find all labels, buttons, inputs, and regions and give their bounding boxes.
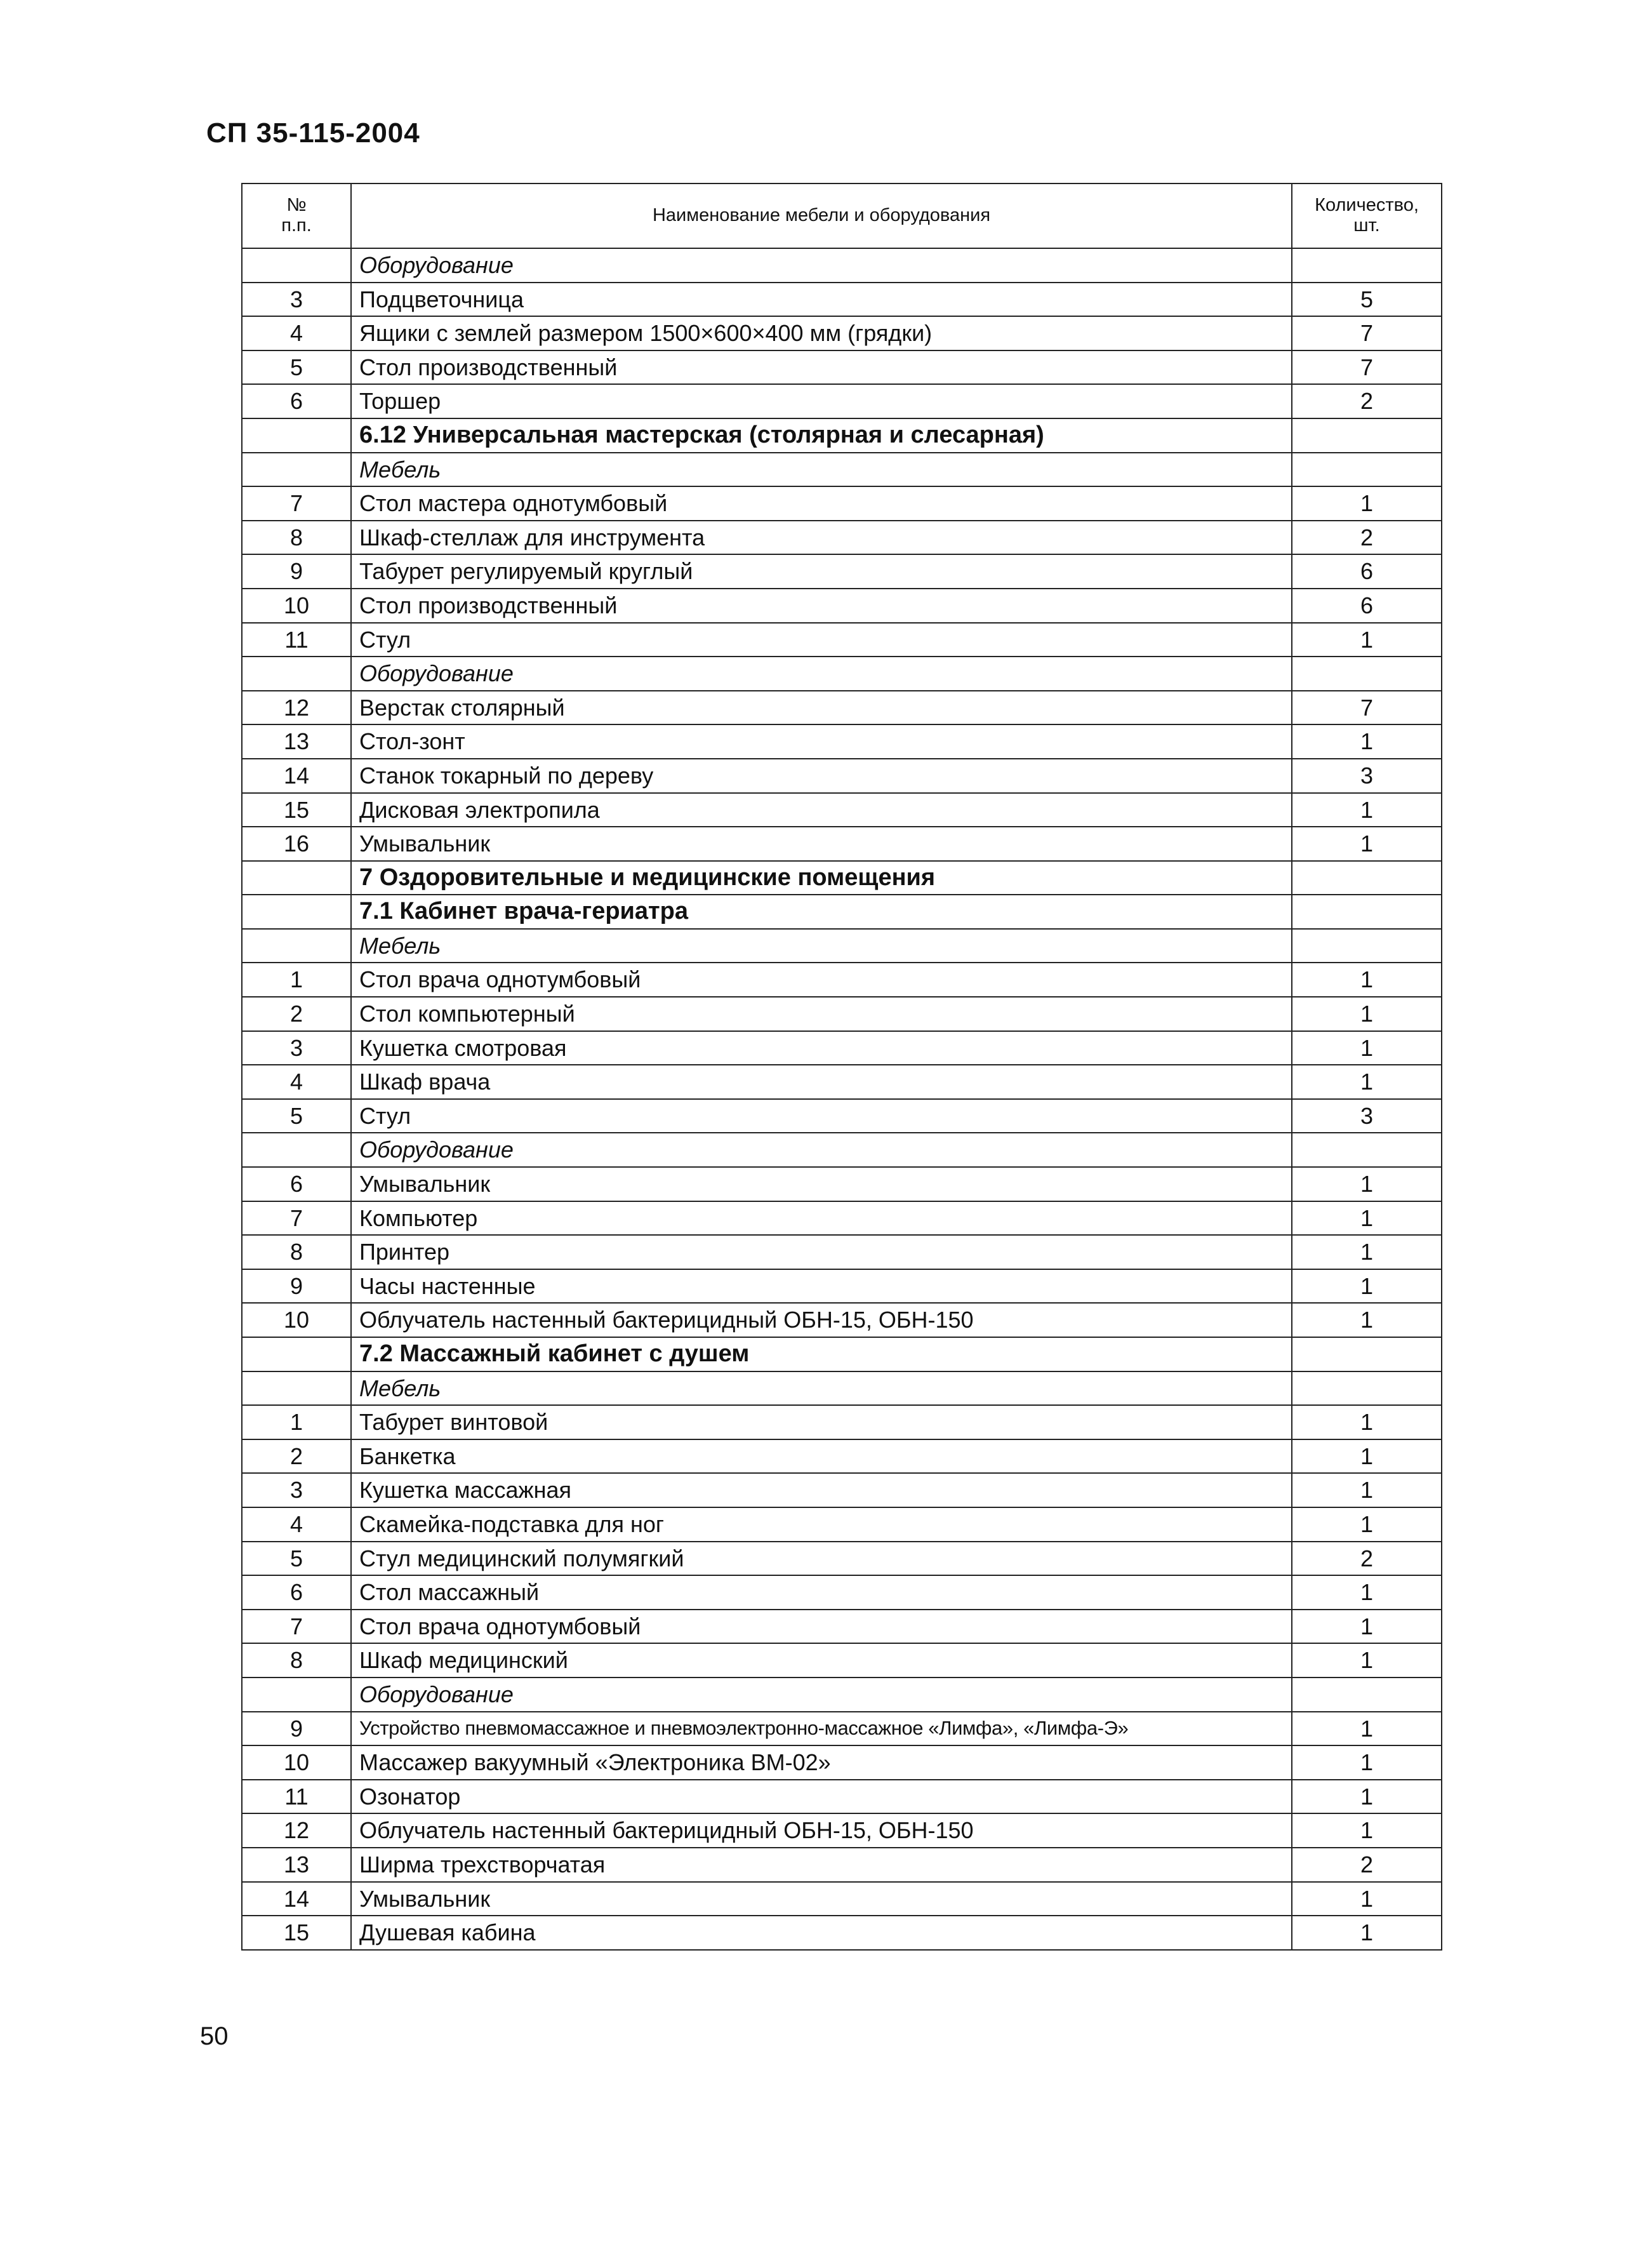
item-quantity: 1 [1292,486,1442,521]
section-title: 7 Оздоровительные и медицинские помещения [351,861,1292,895]
row-number [242,657,351,691]
item-name: Ящики с землей размером 1500×600×400 мм (грядки) [351,316,1292,350]
subsection-title: Оборудование [351,1678,1292,1712]
item-name: Озонатор [351,1780,1292,1814]
item-quantity: 1 [1292,827,1442,861]
item-quantity: 1 [1292,1575,1442,1610]
subsection-title: Мебель [351,929,1292,963]
row-number: 5 [242,1099,351,1133]
table-row [242,1439,1442,1474]
row-number: 6 [242,384,351,418]
item-name: Облучатель настенный бактерицидный ОБН-15, ОБН-150 [351,1303,1292,1337]
table-header-row [242,183,1442,248]
column-header-quantity: Количество, шт. [1292,183,1442,248]
item-name: Принтер [351,1235,1292,1269]
item-quantity [1292,861,1442,895]
section-row [242,861,1442,895]
item-quantity: 6 [1292,589,1442,623]
row-number: 14 [242,759,351,793]
row-number: 1 [242,963,351,997]
row-number: 11 [242,623,351,657]
item-name: Шкаф медицинский [351,1643,1292,1678]
item-quantity: 1 [1292,1439,1442,1474]
item-name: Стул медицинский полумягкий [351,1542,1292,1576]
table-row [242,691,1442,725]
row-number: 2 [242,997,351,1031]
item-name: Стул [351,623,1292,657]
item-quantity: 1 [1292,1882,1442,1916]
table-row [242,1916,1442,1950]
row-number: 3 [242,1031,351,1065]
item-quantity: 1 [1292,724,1442,759]
table-row [242,759,1442,793]
item-quantity: 1 [1292,1712,1442,1746]
row-number: 5 [242,350,351,385]
item-quantity: 7 [1292,350,1442,385]
table-row [242,1507,1442,1542]
row-number: 9 [242,1712,351,1746]
row-number: 8 [242,521,351,555]
row-number: 16 [242,827,351,861]
table-row [242,1882,1442,1916]
item-quantity: 1 [1292,1405,1442,1439]
table-row [242,1473,1442,1507]
table-row [242,1303,1442,1337]
table-row [242,1167,1442,1201]
table-row [242,1405,1442,1439]
item-quantity: 1 [1292,1269,1442,1304]
row-number: 12 [242,691,351,725]
item-name: Устройство пневмомассажное и пневмоэлектронно-массажное «Лимфа», «Лимфа-Э» [351,1712,1292,1746]
item-quantity: 2 [1292,521,1442,555]
row-number: 5 [242,1542,351,1576]
table-row [242,793,1442,827]
item-quantity: 1 [1292,1201,1442,1236]
item-quantity: 7 [1292,316,1442,350]
item-quantity: 1 [1292,1507,1442,1542]
subsection-title: Оборудование [351,248,1292,283]
item-name: Стол врача однотумбовый [351,1610,1292,1644]
item-name: Стол производственный [351,350,1292,385]
table-row [242,1712,1442,1746]
item-quantity [1292,1678,1442,1712]
row-number: 1 [242,1405,351,1439]
item-name: Стол врача однотумбовый [351,963,1292,997]
item-name: Табурет винтовой [351,1405,1292,1439]
section-title: 7.2 Массажный кабинет с душем [351,1337,1292,1371]
item-name: Умывальник [351,1882,1292,1916]
item-quantity: 1 [1292,1813,1442,1848]
table-row [242,1065,1442,1099]
table-row [242,1031,1442,1065]
item-name: Душевая кабина [351,1916,1292,1950]
item-name: Станок токарный по дереву [351,759,1292,793]
item-quantity: 7 [1292,691,1442,725]
item-name: Стол производственный [351,589,1292,623]
table-row [242,827,1442,861]
row-number: 12 [242,1813,351,1848]
row-number [242,418,351,453]
item-quantity: 1 [1292,623,1442,657]
subsection-row [242,929,1442,963]
item-quantity: 3 [1292,1099,1442,1133]
item-name: Умывальник [351,1167,1292,1201]
item-name: Шкаф-стеллаж для инструмента [351,521,1292,555]
row-number: 6 [242,1167,351,1201]
row-number [242,248,351,283]
item-quantity [1292,1337,1442,1371]
item-quantity: 1 [1292,793,1442,827]
table-row [242,1848,1442,1882]
item-name: Умывальник [351,827,1292,861]
row-number: 8 [242,1643,351,1678]
section-title: 7.1 Кабинет врача-гериатра [351,895,1292,929]
table-row [242,963,1442,997]
table-body [242,248,1442,1950]
table-row [242,316,1442,350]
row-number: 15 [242,793,351,827]
subsection-row [242,248,1442,283]
row-number: 7 [242,1201,351,1236]
table-row [242,283,1442,317]
item-quantity: 1 [1292,1167,1442,1201]
row-number [242,1337,351,1371]
table-row [242,1542,1442,1576]
item-name: Облучатель настенный бактерицидный ОБН-15, ОБН-150 [351,1813,1292,1848]
item-quantity: 1 [1292,1780,1442,1814]
item-quantity: 1 [1292,997,1442,1031]
item-quantity [1292,1133,1442,1167]
item-quantity [1292,248,1442,283]
table-row [242,589,1442,623]
row-number [242,1133,351,1167]
item-quantity [1292,453,1442,487]
item-name: Кушетка массажная [351,1473,1292,1507]
row-number: 6 [242,1575,351,1610]
item-quantity [1292,1371,1442,1406]
table-row [242,1201,1442,1236]
column-header-name: Наименование мебели и оборудования [351,183,1292,248]
item-name: Компьютер [351,1201,1292,1236]
table-row [242,1813,1442,1848]
item-quantity: 2 [1292,384,1442,418]
table-row [242,1575,1442,1610]
item-name: Стол компьютерный [351,997,1292,1031]
item-quantity [1292,929,1442,963]
section-title: 6.12 Универсальная мастерская (столярная и слесарная) [351,418,1292,453]
subsection-row [242,1133,1442,1167]
row-number: 4 [242,1507,351,1542]
row-number: 11 [242,1780,351,1814]
item-quantity: 1 [1292,963,1442,997]
item-name: Стул [351,1099,1292,1133]
table-row [242,1099,1442,1133]
table-row [242,350,1442,385]
row-number: 15 [242,1916,351,1950]
table-row [242,384,1442,418]
subsection-row [242,657,1442,691]
item-quantity: 1 [1292,1065,1442,1099]
section-row [242,1337,1442,1371]
item-name: Кушетка смотровая [351,1031,1292,1065]
item-quantity: 1 [1292,1916,1442,1950]
section-row [242,418,1442,453]
item-quantity: 1 [1292,1031,1442,1065]
item-name: Массажер вакуумный «Электроника ВМ-02» [351,1745,1292,1780]
item-quantity: 1 [1292,1643,1442,1678]
row-number: 10 [242,589,351,623]
subsection-title: Оборудование [351,657,1292,691]
item-quantity: 1 [1292,1235,1442,1269]
section-row [242,895,1442,929]
row-number: 3 [242,283,351,317]
item-quantity: 1 [1292,1303,1442,1337]
item-quantity: 3 [1292,759,1442,793]
item-name: Стол мастера однотумбовый [351,486,1292,521]
table-row [242,1235,1442,1269]
row-number [242,453,351,487]
row-number: 4 [242,316,351,350]
table-row [242,521,1442,555]
item-name: Скамейка-подставка для ног [351,1507,1292,1542]
item-quantity [1292,657,1442,691]
row-number: 8 [242,1235,351,1269]
item-quantity: 6 [1292,554,1442,589]
item-quantity [1292,895,1442,929]
row-number: 10 [242,1303,351,1337]
row-number: 9 [242,1269,351,1304]
item-quantity: 2 [1292,1542,1442,1576]
subsection-row [242,1371,1442,1406]
row-number: 7 [242,486,351,521]
table-row [242,997,1442,1031]
item-quantity: 5 [1292,283,1442,317]
item-name: Ширма трехстворчатая [351,1848,1292,1882]
equipment-table [241,183,1442,1951]
subsection-title: Оборудование [351,1133,1292,1167]
table-row [242,486,1442,521]
item-name: Часы настенные [351,1269,1292,1304]
row-number [242,1678,351,1712]
table-row [242,1610,1442,1644]
item-name: Подцветочница [351,283,1292,317]
row-number: 13 [242,1848,351,1882]
row-number: 3 [242,1473,351,1507]
item-name: Стол-зонт [351,724,1292,759]
row-number [242,895,351,929]
item-name: Банкетка [351,1439,1292,1474]
item-quantity: 2 [1292,1848,1442,1882]
table-row [242,1780,1442,1814]
item-quantity [1292,418,1442,453]
item-quantity: 1 [1292,1473,1442,1507]
table-row [242,1269,1442,1304]
item-name: Табурет регулируемый круглый [351,554,1292,589]
table-row [242,554,1442,589]
subsection-row [242,453,1442,487]
row-number [242,1371,351,1406]
row-number [242,861,351,895]
item-name: Стол массажный [351,1575,1292,1610]
subsection-row [242,1678,1442,1712]
table-row [242,1745,1442,1780]
item-name: Дисковая электропила [351,793,1292,827]
row-number: 9 [242,554,351,589]
subsection-title: Мебель [351,453,1292,487]
row-number: 13 [242,724,351,759]
document-code: СП 35-115-2004 [206,117,420,149]
row-number: 2 [242,1439,351,1474]
table-row [242,1643,1442,1678]
row-number: 14 [242,1882,351,1916]
item-quantity: 1 [1292,1745,1442,1780]
table-row [242,623,1442,657]
item-quantity: 1 [1292,1610,1442,1644]
subsection-title: Мебель [351,1371,1292,1406]
column-header-number: № п.п. [242,183,351,248]
table-row [242,724,1442,759]
page-number: 50 [200,2022,229,2050]
row-number: 10 [242,1745,351,1780]
item-name: Верстак столярный [351,691,1292,725]
row-number: 7 [242,1610,351,1644]
item-name: Торшер [351,384,1292,418]
row-number: 4 [242,1065,351,1099]
row-number [242,929,351,963]
item-name: Шкаф врача [351,1065,1292,1099]
